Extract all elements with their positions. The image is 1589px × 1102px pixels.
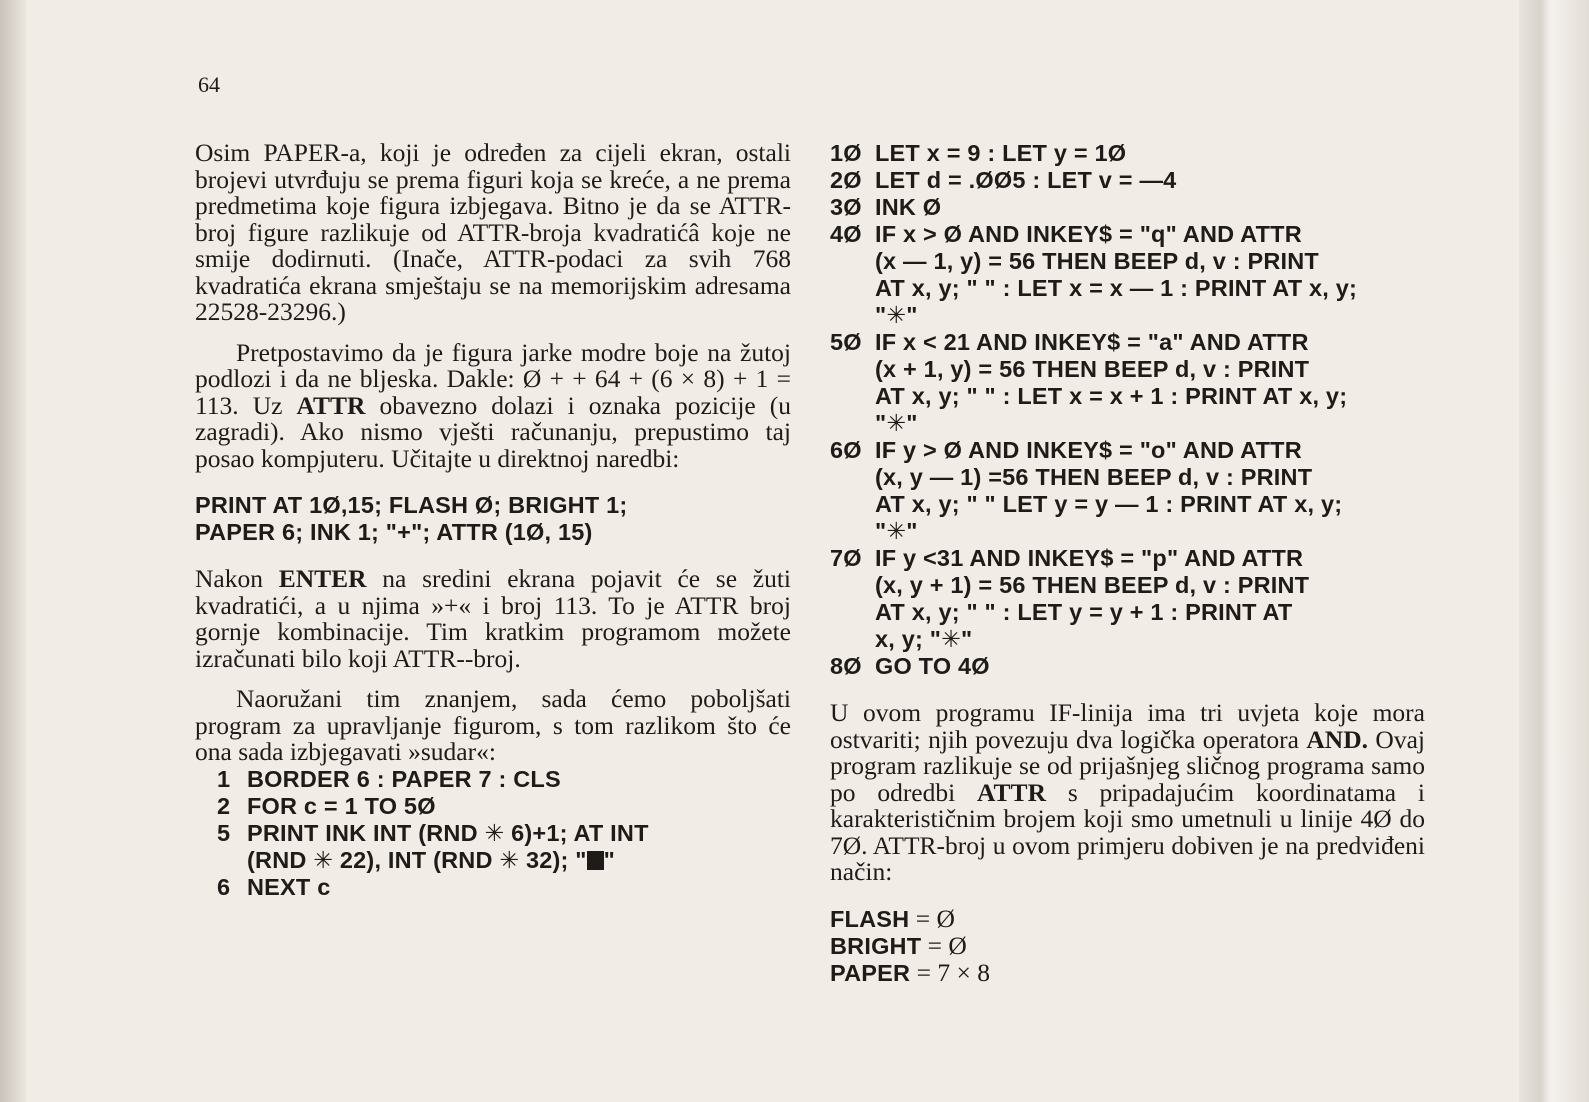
line-number: 5Ø	[830, 329, 862, 355]
line-number: 1Ø	[830, 140, 862, 166]
paragraph-explanation	[830, 700, 1425, 886]
line-number: 4Ø	[830, 221, 862, 247]
page-gutter-right	[1519, 0, 1589, 1102]
line-continuation: AT x, y; " " : LET x = x — 1 : PRINT AT x, y;	[875, 275, 1357, 301]
program-line	[830, 437, 1425, 545]
line-number: 2Ø	[830, 167, 862, 193]
paragraph-example-text-a: Pretpostavimo da je figura jarke modre boje na žutoj podlozi i da ne bljeska. Dakle: Ø + + 64 + (6 × 8) + 1 = 113. Uz	[195, 337, 791, 420]
attr-row-paper	[830, 957, 1425, 987]
attr-value: = Ø	[915, 903, 955, 933]
attr-value: = 7 × 8	[916, 957, 990, 987]
direct-command-line-2: PAPER 6; INK 1; "+"; ATTR (1Ø, 15)	[195, 519, 593, 545]
line-text: IF x > Ø AND INKEY$ = "q" AND ATTR	[875, 221, 1302, 247]
line-continuation: AT x, y; " " : LET x = x + 1 : PRINT AT x, y;	[875, 383, 1348, 409]
program-line	[830, 653, 1425, 680]
line-number: 2	[217, 792, 231, 819]
line-continuation: (x — 1, y) = 56 THEN BEEP d, v : PRINT	[875, 248, 1319, 274]
direct-command-block	[195, 492, 791, 546]
line-continuation: "✳"	[875, 302, 918, 328]
left-column	[195, 140, 791, 901]
line-number: 6Ø	[830, 437, 862, 463]
paragraph-explanation-text-a: U ovom programu IF-linija ima tri uvjeta koje mora ostvariti; njih povezuju dva logička operatora	[830, 698, 1425, 754]
keyword-and: AND.	[1306, 724, 1369, 754]
program-line	[217, 874, 791, 901]
keyword-enter: ENTER	[278, 564, 367, 593]
paragraph-result-text-a: Nakon	[195, 564, 279, 593]
block-graphic-icon	[587, 851, 604, 870]
line-number: 7Ø	[830, 545, 862, 571]
program-line	[217, 820, 791, 874]
line-continuation-end: "	[603, 846, 615, 873]
paragraph-result-text-b: na sredini ekrana pojavit će se žuti kvadratići, a u njima »+« i broj 113. To je ATTR broj gornje kombinacije. Tim kratkim programom možete izračunati bilo koji ATTR--broj.	[195, 564, 792, 673]
line-text: LET x = 9 : LET y = 1Ø	[875, 140, 1127, 166]
program-line	[217, 793, 791, 820]
line-continuation: (x, y — 1) =56 THEN BEEP d, v : PRINT	[875, 464, 1313, 490]
paragraph-example	[195, 337, 792, 473]
attr-key: BRIGHT	[830, 932, 922, 959]
right-column	[830, 140, 1425, 987]
line-number: 1	[217, 765, 231, 792]
line-text: LET d = .ØØ5 : LET v = —4	[875, 167, 1177, 193]
keyword-attr: ATTR	[296, 390, 366, 420]
line-continuation: AT x, y; " " LET y = y — 1 : PRINT AT x, y;	[875, 491, 1343, 517]
line-text: BORDER 6 : PAPER 7 : CLS	[247, 765, 561, 792]
program-line	[830, 167, 1425, 194]
program-line	[830, 194, 1425, 221]
line-text: GO TO 4Ø	[875, 653, 990, 679]
program-listing-short	[195, 766, 791, 901]
line-continuation: x, y; "✳"	[875, 626, 973, 652]
paragraph-improve: Naoružani tim znanjem, sada ćemo poboljšati program za upravljanje figurom, s tom razlikom što će ona sada izbjegavati »sudar«:	[195, 684, 791, 766]
paragraph-result	[195, 566, 791, 672]
program-line	[830, 221, 1425, 329]
program-line	[830, 140, 1425, 167]
line-number: 6	[217, 873, 231, 900]
line-continuation: (x + 1, y) = 56 THEN BEEP d, v : PRINT	[875, 356, 1310, 382]
paragraph-explanation-text-c: s pripadajućim koordinatama i karakterističnim brojem koji smo umetnuli u linije 4Ø do 7Ø. ATTR-broj u ovom primjeru dobiven je na predviđeni način:	[830, 777, 1425, 886]
line-text: PRINT INK INT (RND ✳ 6)+1; AT INT	[247, 819, 649, 846]
program-line	[830, 329, 1425, 437]
page-gutter-left	[0, 0, 26, 1102]
page-number: 64	[198, 72, 220, 97]
program-line	[217, 766, 791, 793]
line-text: FOR c = 1 TO 5Ø	[247, 792, 436, 819]
attr-row-bright	[830, 930, 1425, 960]
line-text: NEXT c	[247, 873, 331, 900]
line-number: 5	[217, 819, 231, 846]
attr-key: FLASH	[830, 905, 910, 932]
attr-row-flash	[830, 903, 1425, 933]
program-listing-main	[830, 140, 1425, 680]
line-continuation: (RND ✳ 22), INT (RND ✳ 32); "	[247, 846, 587, 873]
line-text: IF y > Ø AND INKEY$ = "o" AND ATTR	[875, 437, 1302, 463]
attr-breakdown	[830, 903, 1425, 987]
line-text: INK Ø	[875, 194, 942, 220]
line-text: IF y <31 AND INKEY$ = "p" AND ATTR	[875, 545, 1304, 571]
keyword-attr: ATTR	[977, 777, 1046, 807]
line-number: 3Ø	[830, 194, 862, 220]
direct-command-line-1: PRINT AT 1Ø,15; FLASH Ø; BRIGHT 1;	[195, 492, 628, 518]
paragraph-explanation-text-b: Ovaj program razlikuje se od prijašnjeg sličnog programa samo po odredbi	[830, 724, 1425, 807]
program-line	[830, 545, 1425, 653]
line-continuation: (x, y + 1) = 56 THEN BEEP d, v : PRINT	[875, 572, 1310, 598]
line-continuation: "✳"	[875, 410, 918, 436]
line-continuation: "✳"	[875, 518, 918, 544]
line-number: 8Ø	[830, 653, 862, 679]
line-continuation: AT x, y; " " : LET y = y + 1 : PRINT AT	[875, 599, 1293, 625]
attr-value: = Ø	[927, 930, 967, 960]
line-text: IF x < 21 AND INKEY$ = "a" AND ATTR	[875, 329, 1309, 355]
paragraph-example-text-b: obavezno dolazi i oznaka pozicije (u zagradi). Ako nismo vješti računanju, prepustimo taj posao kompjuteru. Učitajte u direktnoj naredbi:	[195, 390, 792, 473]
paragraph-intro: Osim PAPER-a, koji je određen za cijeli ekran, ostali brojevi utvrđuju se prema figuri koja se kreće, a ne prema predmetima koje figura izbjegava. Bitno je da se ATTR-broj figure razlikuje od ATTR-broja kvadratićâ koje ne smije dodirnuti. (Inače, ATTR-podaci za svih 768 kvadratića ekrana smještaju se na memorijskim adresama 22528-23296.)	[195, 138, 791, 326]
attr-key: PAPER	[830, 959, 911, 986]
